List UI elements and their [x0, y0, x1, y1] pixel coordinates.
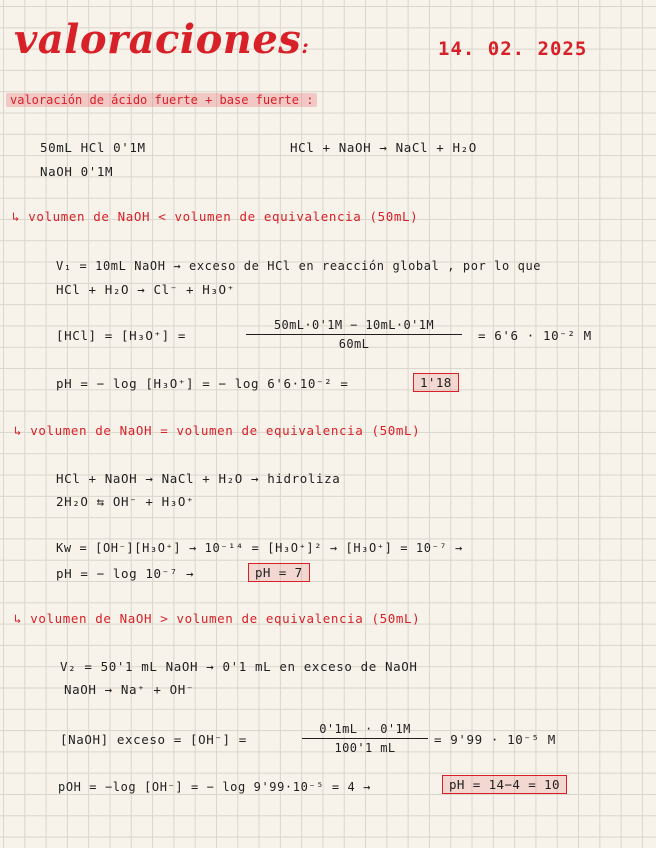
reagent-hcl: 50mL HCl 0'1M	[40, 140, 146, 155]
case3-fraction-numerator: 0'1mL · 0'1M	[302, 722, 428, 739]
case3-fraction	[302, 722, 428, 755]
case3-line1: V₂ = 50'1 mL NaOH → 0'1 mL en exceso de NaOH	[60, 659, 418, 674]
case1-ph-result-box: 1'18	[413, 373, 459, 392]
date: 14. 02. 2025	[438, 38, 588, 60]
case3-heading: ↳ volumen de NaOH > volumen de equivalencia (50mL)	[14, 611, 421, 626]
page-title	[14, 16, 309, 63]
case2-kw-line: Kw = [OH⁻][H₃O⁺] → 10⁻¹⁴ = [H₃O⁺]² → [H₃O⁺] = 10⁻⁷ →	[56, 541, 463, 555]
case1-fraction	[246, 318, 462, 351]
case3-ph-result-box: pH = 14−4 = 10	[442, 775, 567, 794]
reagent-naoh: NaOH 0'1M	[40, 164, 114, 179]
case3-conc-lhs: [NaOH] exceso = [OH⁻] =	[60, 732, 247, 747]
case1-conc-result: = 6'6 · 10⁻² M	[478, 328, 592, 343]
section-subtitle: valoración de ácido fuerte + base fuerte :	[6, 93, 317, 107]
case1-fraction-denominator: 60mL	[338, 337, 370, 351]
case1-conc-lhs: [HCl] = [H₃O⁺] =	[56, 328, 187, 343]
case1-heading: ↳ volumen de NaOH < volumen de equivalencia (50mL)	[12, 209, 419, 224]
title-text: valoraciones	[14, 16, 302, 63]
case2-line2: 2H₂O ⇆ OH⁻ + H₃O⁺	[56, 494, 195, 509]
case2-heading: ↳ volumen de NaOH = volumen de equivalencia (50mL)	[14, 423, 421, 438]
case1-ph-line: pH = − log [H₃O⁺] = − log 6'6·10⁻² =	[56, 376, 349, 391]
case2-line1: HCl + NaOH → NaCl + H₂O → hidroliza	[56, 471, 341, 486]
case2-ph-result-box: pH = 7	[248, 563, 310, 582]
case3-conc-result: = 9'99 · 10⁻⁵ M	[434, 732, 556, 747]
case1-line1: V₁ = 10mL NaOH → exceso de HCl en reacción global , por lo que	[56, 259, 542, 273]
case3-line2: NaOH → Na⁺ + OH⁻	[64, 682, 195, 697]
case3-poh-line: pOH = −log [OH⁻] = − log 9'99·10⁻⁵ = 4 →	[58, 780, 371, 794]
case1-line2: HCl + H₂O → Cl⁻ + H₃O⁺	[56, 282, 235, 297]
neutralization-reaction: HCl + NaOH → NaCl + H₂O	[290, 140, 477, 155]
case3-fraction-denominator: 100'1 mL	[334, 741, 396, 755]
title-colon: :	[301, 34, 310, 58]
case2-ph-line: pH = − log 10⁻⁷ →	[56, 566, 195, 581]
case1-fraction-numerator: 50mL·0'1M − 10mL·0'1M	[246, 318, 462, 335]
